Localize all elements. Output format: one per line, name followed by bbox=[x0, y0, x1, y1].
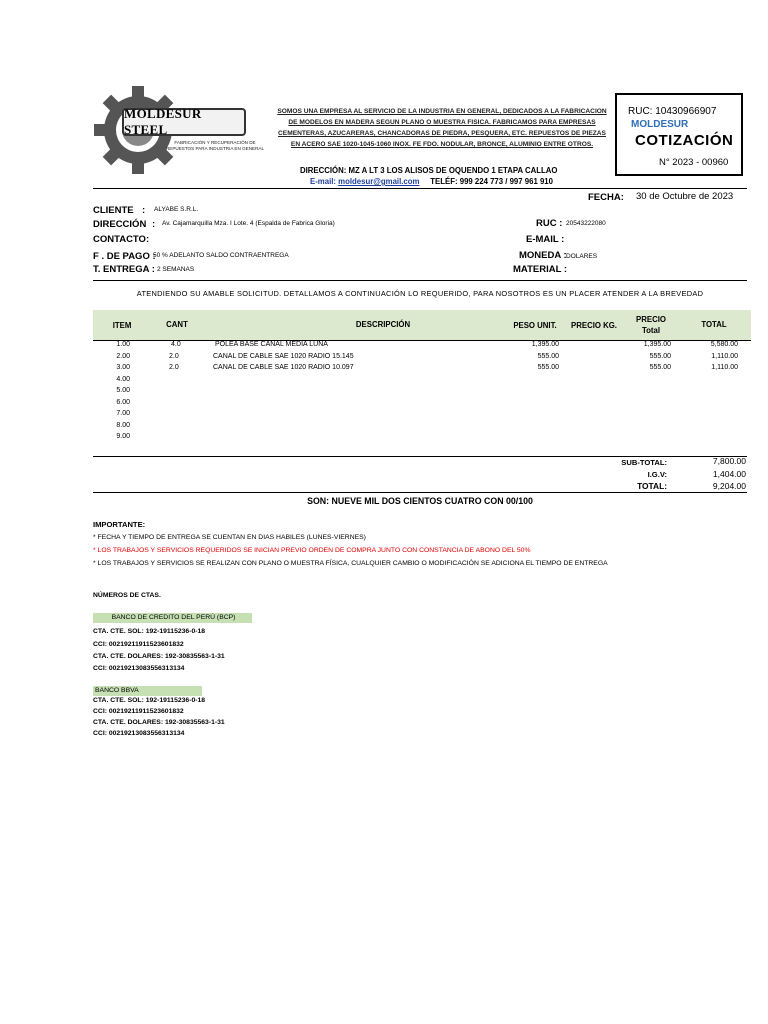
bcp-cta-sol: CTA. CTE. SOL: 192-19115236-0-18 bbox=[93, 628, 206, 635]
row-desc: CANAL DE CABLE SAE 1020 RADIO 10.097 bbox=[213, 364, 354, 371]
row-cant: 2.0 bbox=[169, 352, 179, 360]
subtotal-value: 7,800.00 bbox=[712, 456, 746, 466]
row-total: 1,110.00 bbox=[711, 364, 738, 371]
row-peso: 555.00 bbox=[537, 352, 559, 360]
company-contact bbox=[310, 177, 553, 186]
quote-box bbox=[615, 93, 743, 176]
row-total: 1,110.00 bbox=[711, 352, 738, 360]
igv-value: 1,404.00 bbox=[712, 469, 746, 479]
company-logo bbox=[94, 86, 272, 174]
col-precio-total-1: PRECIO bbox=[636, 315, 666, 324]
divider bbox=[93, 492, 747, 493]
quote-ruc: RUC: 10430966907 bbox=[628, 106, 717, 117]
row-item: 6.00 bbox=[116, 398, 130, 406]
moneda-label: MONEDA : bbox=[519, 250, 567, 261]
important-title: IMPORTANTE: bbox=[93, 520, 146, 529]
bank-bbva-name: BANCO BBVA bbox=[93, 686, 202, 696]
important-note-1: * FECHA Y TIEMPO DE ENTREGA SE CUENTAN EN DIAS HABILES (LUNES-VIERNES) bbox=[93, 534, 366, 541]
row-total: 5,580.00 bbox=[710, 341, 738, 348]
subtotal-label: SUB-TOTAL: bbox=[621, 458, 667, 467]
pago-label: F . DE PAGO : bbox=[93, 251, 156, 262]
items-table-body bbox=[93, 341, 751, 451]
ruc-value: 20543222080 bbox=[566, 220, 606, 227]
intro-text: ATENDIENDO SU AMABLE SOLICITUD. DETALLAMOS A CONTINUACIÓN LO REQUERIDO, PARA NOSOTROS ES UN PLACER ATENDER A LA BREVEDAD bbox=[136, 289, 704, 298]
row-item: 5.00 bbox=[116, 387, 130, 394]
row-peso: 1,395.00 bbox=[531, 341, 559, 348]
important-note-3: * LOS TRABAJOS Y SERVICIOS SE REALIZAN CON PLANO O MUESTRA FÍSICA, CUALQUIER CAMBIO O MODIFICACIÓN SE ADICIONA EL TIEMPO DE ENTREGA bbox=[93, 560, 608, 567]
divider bbox=[93, 456, 747, 457]
cliente-value: ALYABE S.R.L. bbox=[154, 206, 199, 213]
table-row bbox=[93, 433, 751, 445]
divider bbox=[93, 188, 747, 189]
row-item: 7.00 bbox=[116, 410, 130, 417]
row-desc: CANAL DE CABLE SAE 1020 RADIO 15.145 bbox=[213, 352, 354, 360]
bbva-cta-sol: CTA. CTE. SOL: 192-19115236-0-18 bbox=[93, 697, 206, 704]
col-cant: CANT bbox=[166, 320, 188, 329]
accounts-title: NÚMEROS DE CTAS. bbox=[93, 592, 161, 599]
quote-title: COTIZACIÓN bbox=[635, 132, 734, 149]
col-descripcion: DESCRIPCIÓN bbox=[355, 320, 411, 329]
row-precio-total: 555.00 bbox=[649, 352, 671, 360]
company-email-link[interactable]: moldesur@gmail.com bbox=[338, 177, 420, 186]
bcp-cta-dol: CTA. CTE. DOLARES: 192-30835563-1-31 bbox=[93, 653, 225, 660]
row-peso: 555.00 bbox=[537, 364, 559, 371]
divider bbox=[93, 280, 747, 281]
bbva-cci-sol: CCI: 00219211911523601832 bbox=[93, 708, 184, 715]
ruc-label: RUC : bbox=[536, 218, 563, 229]
row-item: 2.00 bbox=[116, 352, 130, 360]
total-label: TOTAL: bbox=[637, 481, 667, 491]
cliente-label: CLIENTE bbox=[93, 205, 134, 216]
quote-number: N° 2023 - 00960 bbox=[659, 157, 729, 168]
igv-label: I.G.V: bbox=[647, 470, 667, 479]
table-row bbox=[93, 353, 751, 365]
table-row bbox=[93, 422, 751, 434]
logo-subtitle: FABRICACIÓN Y RECUPERACIÓN DE REPUESTOS PARA INDUSTRIA EN GENERAL bbox=[165, 140, 265, 151]
amount-in-words: SON: NUEVE MIL DOS CIENTOS CUATRO CON 00/100 bbox=[307, 496, 533, 506]
table-row bbox=[93, 376, 751, 388]
row-cant: 4.0 bbox=[171, 341, 181, 348]
col-precio-total-2: Total bbox=[641, 326, 661, 335]
entrega-value: 2 SEMANAS bbox=[157, 266, 195, 273]
table-row bbox=[93, 387, 751, 399]
logo-brand-text: MOLDESUR STEEL bbox=[122, 108, 246, 136]
row-item: 8.00 bbox=[116, 421, 130, 429]
row-item: 9.00 bbox=[116, 433, 130, 440]
table-row bbox=[93, 399, 751, 411]
pago-value: 50 % ADELANTO SALDO CONTRAENTREGA bbox=[153, 252, 289, 259]
quote-brand: MOLDESUR bbox=[631, 119, 689, 130]
fecha-value: 30 de Octubre de 2023 bbox=[636, 191, 734, 202]
contacto-label: CONTACTO bbox=[93, 234, 146, 245]
row-precio-total: 1,395.00 bbox=[643, 341, 671, 348]
direccion-colon: : bbox=[152, 219, 156, 230]
col-precio-kg: PRECIO KG. bbox=[571, 321, 617, 330]
row-item: 1.00 bbox=[116, 341, 130, 348]
direccion-label: DIRECCIÓN bbox=[93, 219, 147, 230]
row-item: 4.00 bbox=[116, 375, 130, 383]
contacto-colon: : bbox=[146, 234, 150, 245]
company-tagline: SOMOS UNA EMPRESA AL SERVICIO DE LA INDUSTRIA EN GENERAL, DEDICADOS A LA FABRICACION DE MODELOS EN MADERA SEGUN PLANO O MUESTRA FISICA. FABRICAMOS PARA EMPRESAS CEMENTERAS, AZUCARERAS, CHANCADORAS DE PIEDRA, PESQUERA, ETC. REPUESTOS DE PIEZAS EN ACERO SAE 1020-1045-1060 INOX. FE FDO. NODULAR, BRONCE, ALUMINIO ENTRE OTROS. bbox=[277, 108, 607, 148]
important-note-2: * LOS TRABAJOS Y SERVICIOS REQUERIDOS SE INICIAN PREVIO ORDEN DE COMPRA JUNTO CON CONSTANCIA DE ABONO DEL 50% bbox=[93, 547, 531, 554]
entrega-label: T. ENTREGA : bbox=[93, 264, 155, 275]
direccion-value: Av. Cajamarquilla Mza. I Lote. 4 (Espalda de Fabrica Gloria) bbox=[162, 220, 335, 227]
company-phone: TELÉF: 999 224 773 / 997 961 910 bbox=[430, 177, 553, 186]
email-label: E-mail: bbox=[310, 177, 336, 186]
bank-bcp-name: BANCO DE CREDITO DEL PERÚ (BCP) bbox=[93, 613, 252, 623]
col-peso: PESO UNIT. bbox=[513, 321, 557, 330]
row-desc: POLEA BASE CANAL MEDIA LUNA bbox=[215, 341, 328, 348]
row-cant: 2.0 bbox=[169, 364, 179, 371]
material-label: MATERIAL : bbox=[513, 264, 568, 275]
bbva-cta-dol: CTA. CTE. DOLARES: 192-30835563-1-31 bbox=[93, 719, 225, 726]
company-address: DIRECCIÓN: MZ A LT 3 LOS ALISOS DE OQUENDO 1 ETAPA CALLAO bbox=[300, 166, 558, 175]
moneda-value: DOLARES bbox=[566, 253, 598, 260]
row-precio-total: 555.00 bbox=[649, 364, 671, 371]
bcp-cci-dol: CCI: 00219213083556313134 bbox=[93, 665, 185, 672]
table-row bbox=[93, 341, 751, 353]
fecha-label: FECHA: bbox=[588, 192, 624, 203]
col-item: ITEM bbox=[112, 321, 132, 330]
col-total: TOTAL bbox=[701, 320, 727, 329]
cliente-colon: : bbox=[142, 205, 146, 216]
bcp-cci-sol: CCI: 00219211911523601832 bbox=[93, 641, 184, 648]
email-field-label: E-MAIL : bbox=[526, 234, 565, 245]
row-item: 3.00 bbox=[116, 364, 130, 371]
items-table-header bbox=[93, 310, 751, 341]
table-row bbox=[93, 364, 751, 376]
total-value: 9,204.00 bbox=[712, 481, 746, 491]
table-row bbox=[93, 410, 751, 422]
bbva-cci-dol: CCI: 00219213083556313134 bbox=[93, 730, 185, 737]
